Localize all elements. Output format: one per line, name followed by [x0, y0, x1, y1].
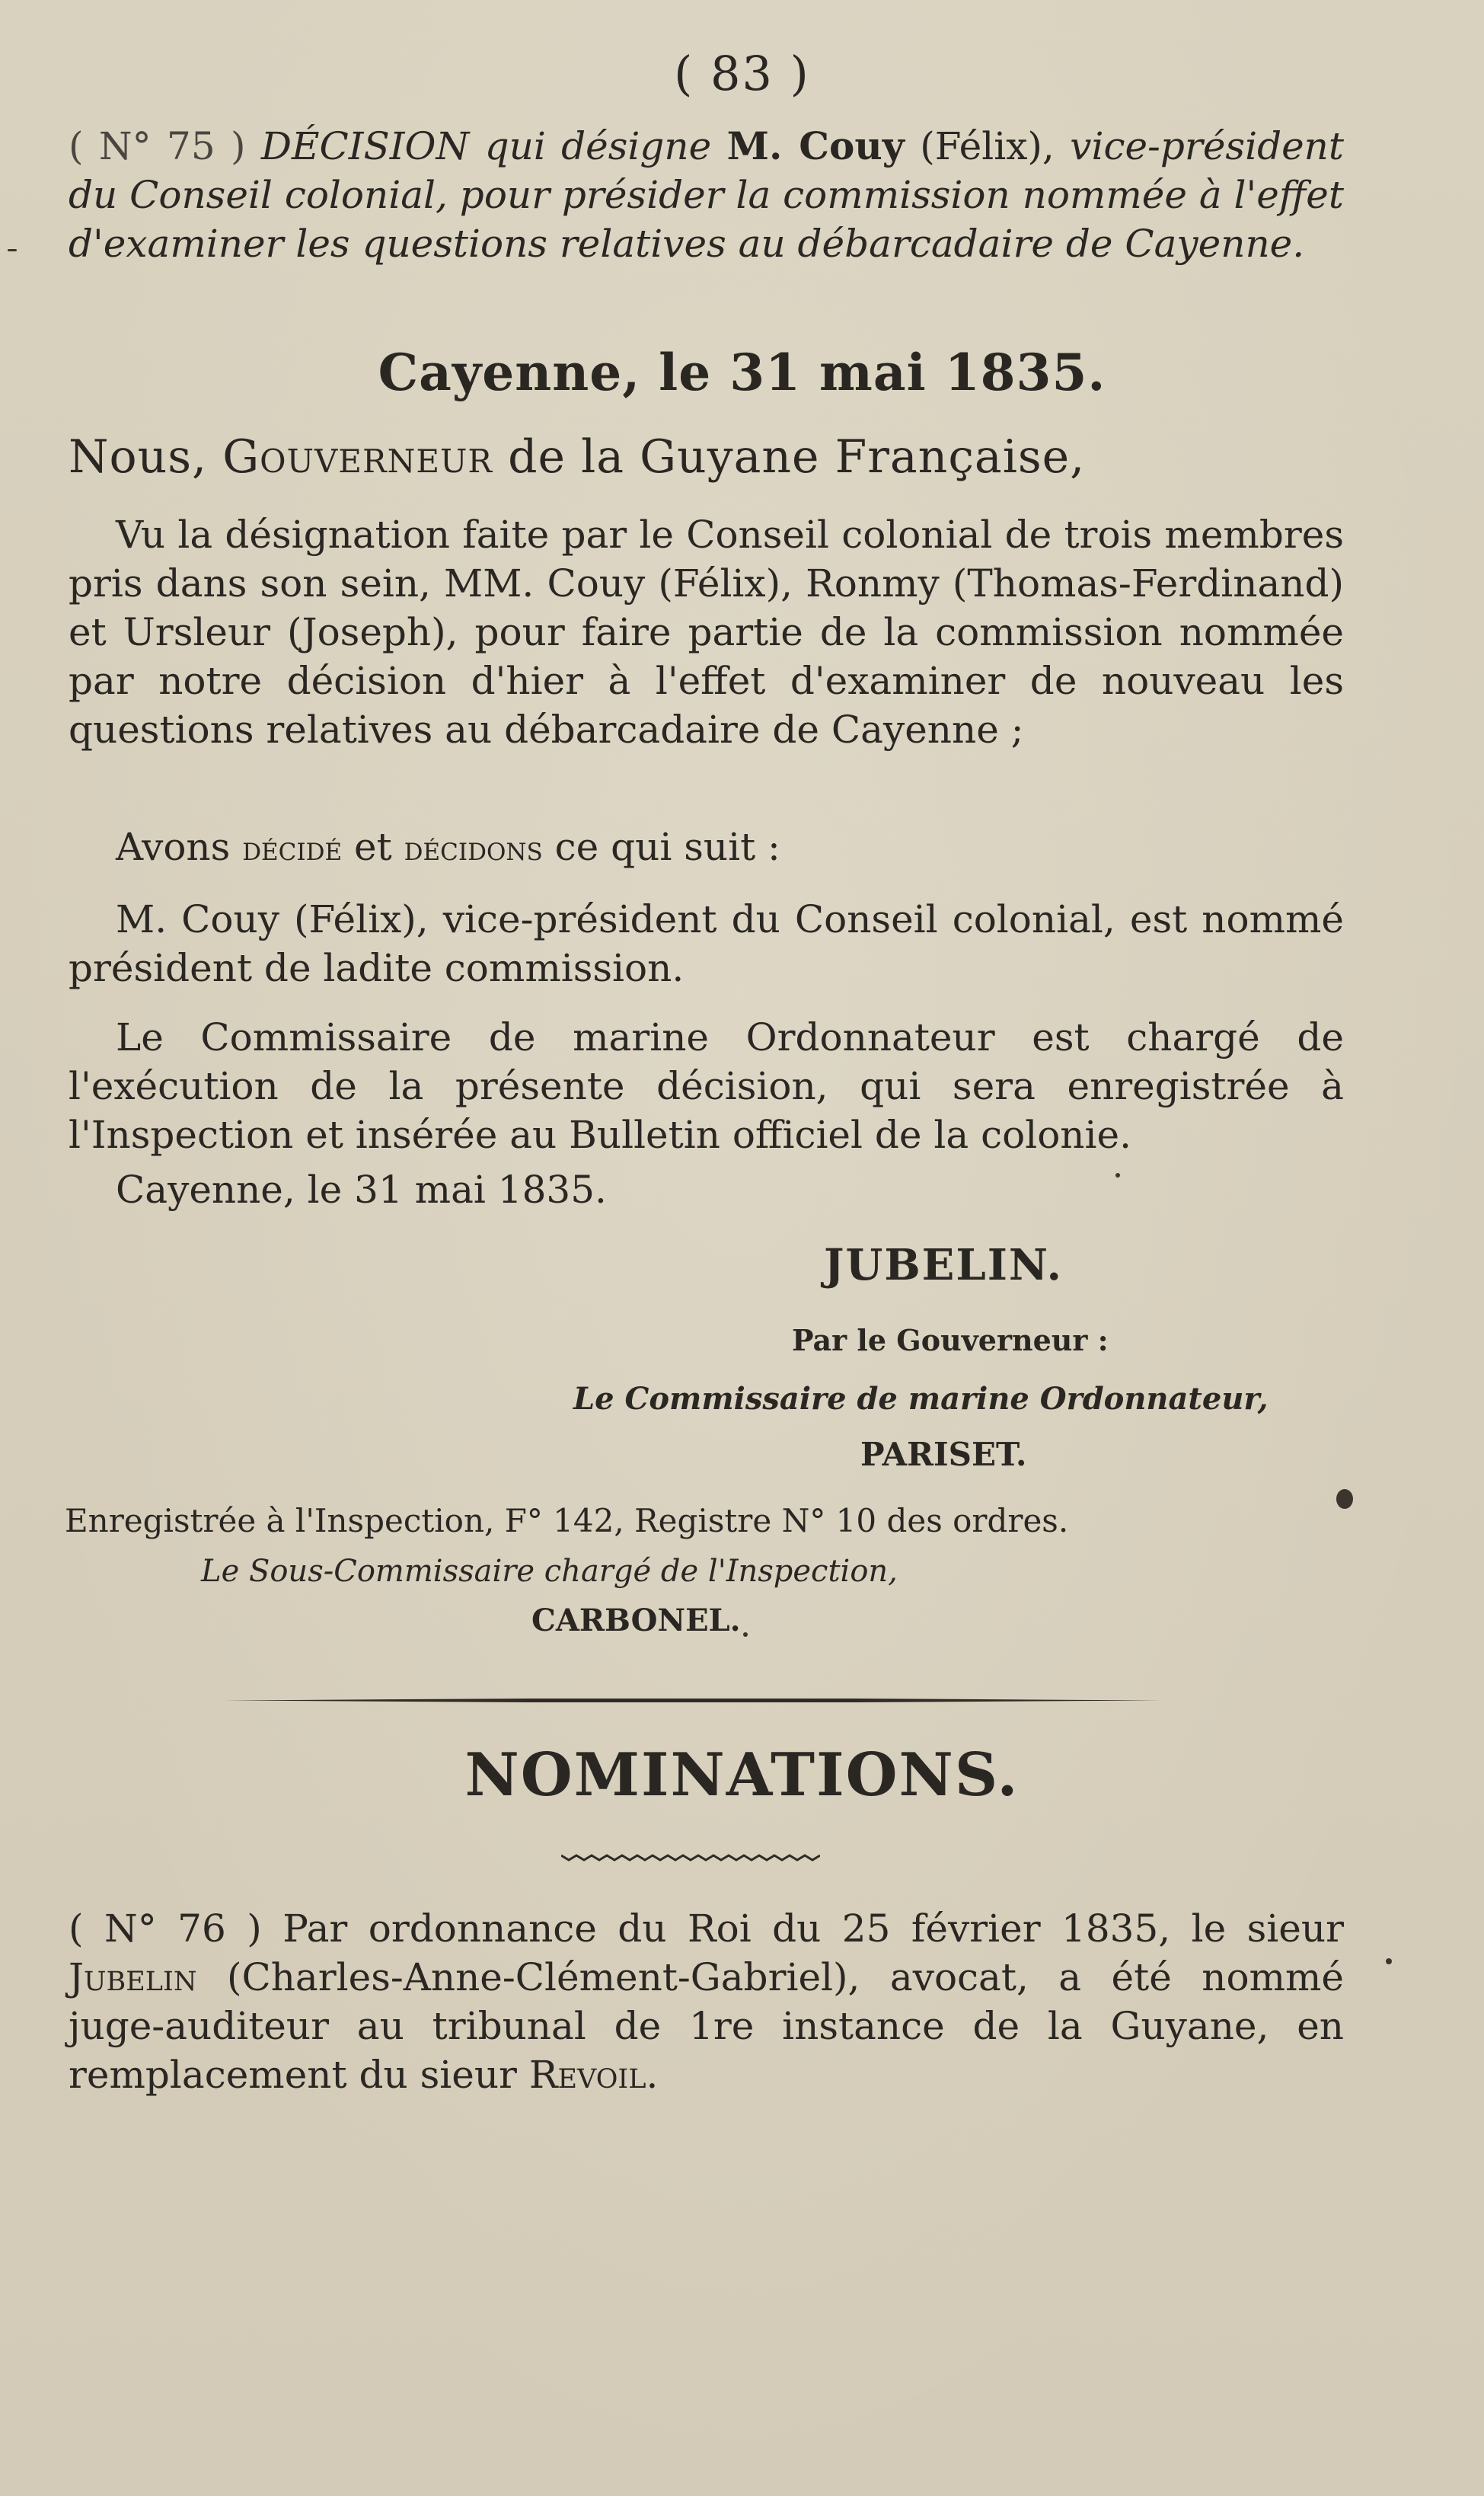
ink-speck: [743, 1632, 748, 1637]
commissaire-name: PARISET.: [860, 1436, 1027, 1473]
par-le-gouverneur: Par le Gouverneur :: [792, 1323, 1109, 1357]
nomination-name: Jubelin: [69, 1955, 197, 1999]
vu-paragraph: Vu la désignation faite par le Conseil colonial de trois membres pris dans son sein, MM. Couy (Félix), Ronmy (Thomas-Ferdinand) et Ursleur (Joseph), pour faire partie de la commission nommée par notre décision d'hier à l'effet d'examiner de nouveau les questions relatives au débarcadaire de Cayenne ;: [69, 513, 1344, 752]
registration-note: Enregistrée à l'Inspection, F° 142, Registre N° 10 des ordres.: [65, 1502, 1069, 1539]
nous-line: [69, 430, 1344, 484]
avons-rest: ce qui suit :: [554, 825, 780, 869]
ink-speck: [1115, 1173, 1120, 1178]
ornament-divider: [561, 1852, 820, 1863]
avons-decide: décidé: [242, 829, 343, 868]
nous-lead: Nous,: [69, 430, 208, 484]
avons-lead: Avons: [116, 825, 231, 869]
commissaire-paragraph: Le Commissaire de marine Ordonnateur est chargé de l'exécution de la présente décision, qui sera enregistrée à l'Inspection et insérée au Bulletin officiel de la colonie.: [69, 1015, 1344, 1157]
decision-date-title: Cayenne, le 31 mai 1835.: [378, 343, 1106, 402]
sous-commissaire-title: Le Sous-Commissaire chargé de l'Inspection,: [201, 1554, 898, 1589]
closing-date: Cayenne, le 31 mai 1835.: [116, 1168, 607, 1212]
couy-paragraph: M. Couy (Félix), vice-président du Conseil colonial, est nommé président de ladite commission.: [69, 897, 1344, 990]
decision-person-paren: (Félix),: [920, 124, 1055, 168]
nomination-item: [69, 1904, 1344, 2099]
nomination-replaced: Revoil.: [528, 2053, 659, 2097]
nous-rest: de la Guyane Française,: [508, 430, 1086, 484]
commissaire-title: Le Commissaire de marine Ordonnateur,: [573, 1381, 1269, 1417]
nomination-lead: Par ordonnance du Roi du 25 février 1835, le sieur: [282, 1906, 1344, 1951]
avons-line: [69, 823, 1344, 874]
governor-signature: JUBELIN.: [824, 1240, 1064, 1290]
section-divider-rule: [225, 1697, 1161, 1704]
decision-heading: [69, 122, 1344, 268]
nous-title: Gouverneur: [222, 430, 493, 484]
ink-speck: [1386, 1958, 1392, 1964]
ink-speck: [1336, 1489, 1353, 1509]
page-number: ( 83 ): [674, 46, 810, 101]
decision-number: ( N° 75 ): [69, 124, 246, 168]
nomination-details: (Charles-Anne-Clément-Gabriel), avocat, a été nommé juge-auditeur au tribunal de 1re instance de la Guyane, en remplacement du sieur: [69, 1955, 1344, 2097]
decision-person: M. Couy: [726, 123, 905, 168]
ink-speck: [8, 249, 17, 251]
avons-decidons: décidons: [404, 829, 543, 868]
avons-et: et: [354, 825, 392, 869]
decision-lead: DÉCISION qui désigne: [260, 124, 712, 168]
nominations-title: NOMINATIONS.: [464, 1740, 1020, 1810]
decision-subject: vice-président du Conseil colonial, pour présider la commission nommée à l'effet d'examiner les questions relatives au débarcadaire de Cayenne.: [69, 124, 1344, 266]
sous-commissaire-name: CARBONEL.: [531, 1603, 741, 1638]
nomination-number: ( N° 76 ): [69, 1906, 262, 1951]
